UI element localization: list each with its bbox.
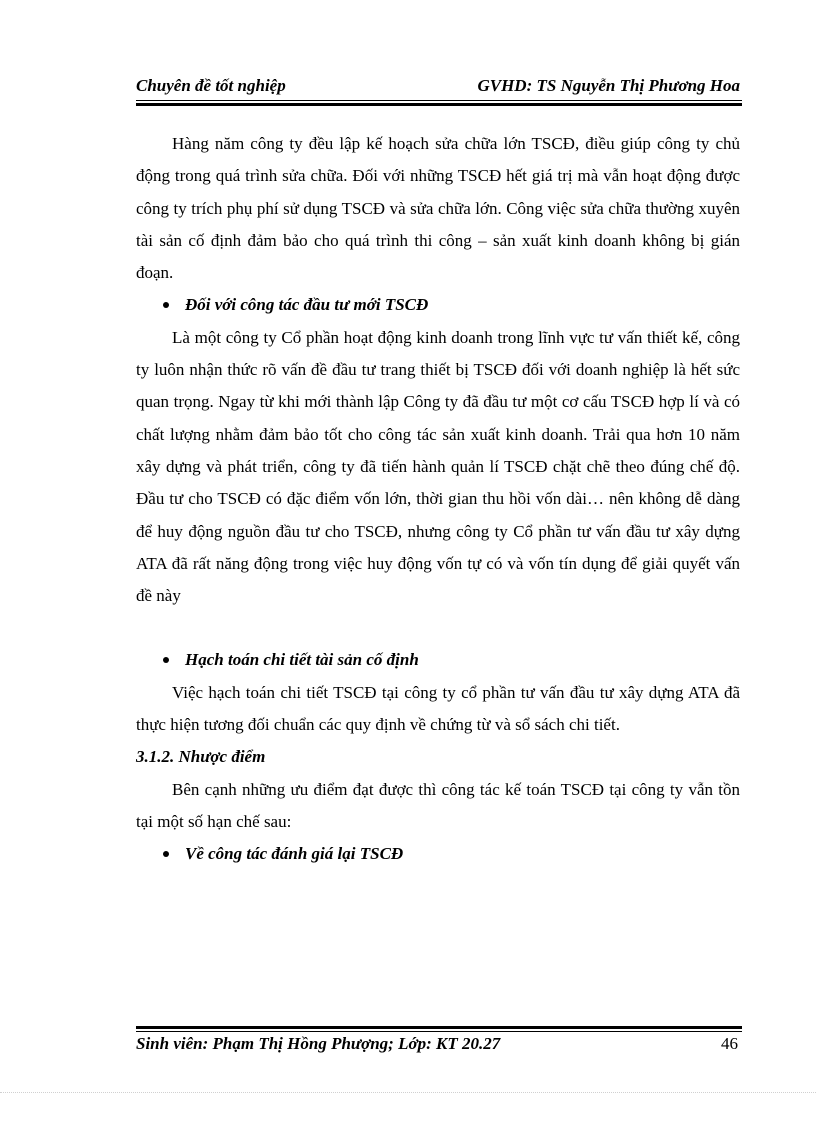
page-body [136, 128, 740, 871]
bullet-new-investment [136, 289, 740, 321]
footer-student-info: Sinh viên: Phạm Thị Hồng Phượng; Lớp: KT 20.27 [136, 1034, 501, 1053]
bullet-new-investment-label: Đối với công tác đầu tư mới TSCĐ [185, 295, 429, 315]
bullet-detail-accounting-label: Hạch toán chi tiết tài sản cố định [185, 650, 419, 670]
bullet-icon [163, 302, 169, 308]
footer-rule-thick [136, 1026, 742, 1029]
bullet-icon [163, 657, 169, 663]
paragraph-repair-plan: Hàng năm công ty đều lập kế hoạch sửa chữa lớn TSCĐ, điều giúp công ty chủ động trong quá trình sửa chữa. Đối với những TSCĐ hết giá trị mà vẫn hoạt động được công ty trích phụ phí sử dụng TSCĐ và sửa chữa lớn. Công việc sửa chữa thường xuyên tài sản cố định đảm bảo cho quá trình thi công – sản xuất kinh doanh không bị gián đoạn. [136, 134, 740, 283]
page-footer [136, 1034, 740, 1058]
header-rule-thick [136, 103, 742, 106]
paragraph-limitations: Bên cạnh những ưu điểm đạt được thì công tác kế toán TSCĐ tại công ty vẫn tồn tại một số hạn chế sau: [136, 779, 740, 831]
section-heading-weaknesses: 3.1.2. Nhược điểm [136, 747, 266, 767]
page-header [136, 76, 740, 100]
bullet-revaluation-label: Về công tác đánh giá lại TSCĐ [185, 844, 404, 864]
header-rule-thin [136, 100, 742, 101]
bullet-icon [163, 851, 169, 857]
header-supervisor: GVHD: TS Nguyễn Thị Phương Hoa [477, 76, 740, 95]
header-document-type: Chuyên đề tốt nghiệp [136, 76, 286, 95]
footer-rule-thin [136, 1031, 742, 1032]
bullet-revaluation [136, 838, 740, 870]
page-number: 46 [721, 1034, 738, 1053]
paragraph-detail-accounting: Việc hạch toán chi tiết TSCĐ tại công ty cổ phần tư vấn đầu tư xây dựng ATA đã thực hiện tương đối chuẩn các quy định về chứng từ và sổ sách chi tiết. [136, 682, 740, 735]
paragraph-investment: Là một công ty Cổ phần hoạt động kinh doanh trong lĩnh vực tư vấn thiết kế, công ty luôn nhận thức rõ vấn đề đầu tư trang thiết bị TSCĐ đối với doanh nghiệp là hết sức quan trọng. Ngay từ khi mới thành lập Công ty đã đầu tư một cơ cấu TSCĐ hợp lí và có chất lượng nhằm đảm bảo tốt cho công tác sản xuất kinh doanh. Trải qua hơn 10 năm xây dựng và phát triển, công ty đã tiến hành quản lí TSCĐ chặt chẽ theo đúng chế độ. Đầu tư cho TSCĐ có đặc điểm vốn lớn, thời gian thu hồi vốn dài… nên không dễ dàng để huy động nguồn đầu tư cho TSCĐ, nhưng công ty Cổ phần tư vấn đầu tư xây dựng ATA đã rất năng động trong việc huy động vốn tự có và vốn tín dụng để giải quyết vấn đề này [136, 327, 740, 606]
bullet-detail-accounting [136, 644, 740, 676]
blank-line [136, 612, 740, 644]
page-edge-dotted-line [0, 1092, 816, 1093]
